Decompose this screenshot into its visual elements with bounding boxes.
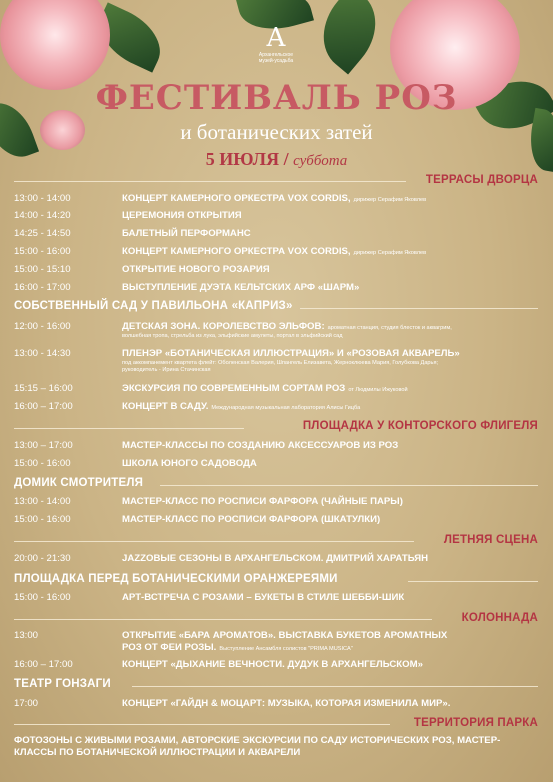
- venue-heading: ТЕРРИТОРИЯ ПАРКА: [413, 717, 538, 729]
- venue-heading: ЛЕТНЯЯ СЦЕНА: [443, 534, 538, 546]
- divider: [408, 581, 538, 582]
- venue-heading: КОЛОННАДА: [461, 612, 538, 624]
- event-time: 14:00 - 14:20: [14, 210, 71, 221]
- divider: [160, 485, 538, 486]
- venue-heading: ТЕАТР ГОНЗАГИ: [14, 678, 111, 690]
- event-title: ПЛЕНЭР «БОТАНИЧЕСКАЯ ИЛЛЮСТРАЦИЯ» И «РОЗОВАЯ АКВАРЕЛЬ»: [122, 348, 460, 359]
- event-title: КОНЦЕРТ КАМЕРНОГО ОРКЕСТРА VOX CORDIS,: [122, 246, 351, 257]
- event-name: [122, 383, 408, 396]
- event-time: 15:00 - 16:00: [14, 246, 71, 257]
- park-activities-text: ФОТОЗОНЫ С ЖИВЫМИ РОЗАМИ, АВТОРСКИЕ ЭКСКУРСИИ ПО САДУ ИСТОРИЧЕСКИХ РОЗ, МАСТЕР-КЛАССЫ ПО БОТАНИЧЕСКОЙ ИЛЛЮСТРАЦИИ И АКВАРЕЛИ: [14, 735, 501, 758]
- divider: [300, 308, 538, 309]
- event-title: ОТКРЫТИЕ НОВОГО РОЗАРИЯ: [122, 264, 270, 275]
- event-time: 13:00 - 14:00: [14, 193, 71, 204]
- divider: [14, 428, 244, 429]
- event-time: 15:00 - 15:10: [14, 264, 71, 275]
- festival-title: ФЕСТИВАЛЬ РОЗ: [95, 78, 458, 118]
- date-weekday: суббота: [293, 153, 348, 169]
- event-title: КОНЦЕРТ КАМЕРНОГО ОРКЕСТРА VOX CORDIS,: [122, 193, 351, 204]
- event-note: Выступление Ансамбля солистов "PRIMA MUSICA": [219, 646, 353, 652]
- event-title: ВЫСТУПЛЕНИЕ ДУЭТА КЕЛЬТСКИХ АРФ «ШАРМ»: [122, 282, 360, 293]
- event-name: [122, 642, 353, 655]
- event-time: 13:00 - 14:30: [14, 348, 71, 359]
- event-time: 16:00 - 17:00: [14, 282, 71, 293]
- event-time: 16:00 – 17:00: [14, 659, 73, 670]
- event-name: [122, 193, 426, 206]
- leaf-decoration: [306, 0, 393, 74]
- event-title: МАСТЕР-КЛАСС ПО РОСПИСИ ФАРФОРА (ШКАТУЛКИ): [122, 514, 381, 525]
- event-title: ОТКРЫТИЕ «БАРА АРОМАТОВ». ВЫСТАВКА БУКЕТОВ АРОМАТНЫХ: [122, 630, 448, 641]
- event-time: 12:00 - 16:00: [14, 321, 71, 332]
- event-title: ШКОЛА ЮНОГО САДОВОДА: [122, 458, 257, 469]
- event-title: JAZZОВЫЕ СЕЗОНЫ В АРХАНГЕЛЬСКОМ. ДМИТРИЙ ХАРАТЬЯН: [122, 553, 429, 564]
- event-time: 15:15 – 16:00: [14, 383, 73, 394]
- venue-heading: СОБСТВЕННЫЙ САД У ПАВИЛЬОНА «КАПРИЗ»: [14, 300, 293, 312]
- venue-heading: ПЛОЩАДКА У КОНТОРСКОГО ФЛИГЕЛЯ: [302, 420, 538, 432]
- event-title: АРТ-ВСТРЕЧА С РОЗАМИ – БУКЕТЫ В СТИЛЕ ШЕББИ-ШИК: [122, 592, 405, 603]
- divider: [14, 619, 432, 620]
- event-time: 20:00 - 21:30: [14, 553, 71, 564]
- event-title: МАСТЕР-КЛАСС ПО РОСПИСИ ФАРФОРА (ЧАЙНЫЕ ПАРЫ): [122, 496, 403, 507]
- event-title: БАЛЕТНЫЙ ПЕРФОРМАНС: [122, 228, 251, 239]
- event-details: руководитель - Ирина Стачинская: [122, 367, 211, 373]
- event-time: 15:00 - 16:00: [14, 458, 71, 469]
- event-title: ДЕТСКАЯ ЗОНА. КОРОЛЕВСТВО ЭЛЬФОВ:: [122, 321, 325, 332]
- event-note: Международная музыкальная лаборатория Алисы Гицба: [211, 405, 361, 411]
- logo-sub: музей-усадьба: [258, 58, 294, 64]
- event-title: КОНЦЕРТ «ДЫХАНИЕ ВЕЧНОСТИ. ДУДУК В АРХАНГЕЛЬСКОМ»: [122, 659, 423, 670]
- event-name: [122, 401, 360, 414]
- event-note: ароматная станция, студия блесток и аквагрим,: [327, 325, 452, 331]
- event-time: 14:25 - 14:50: [14, 228, 71, 239]
- event-time: 17:00: [14, 698, 39, 709]
- event-time: 13:00 - 14:00: [14, 496, 71, 507]
- event-time: 15:00 - 16:00: [14, 592, 71, 603]
- event-date: [0, 148, 553, 172]
- museum-logo: [251, 24, 301, 64]
- divider: [14, 181, 406, 182]
- event-details: под аккомпанемент квартета флейт: Оболенская Валерия, Шпангель Елизавета, Жерноклюева Мария, Голубкова Дарья;: [122, 360, 439, 366]
- logo-mark: А: [266, 23, 286, 53]
- event-note: дирижер Серафим Яковлев: [353, 197, 427, 203]
- date-day: 5 ИЮЛЯ: [205, 149, 280, 169]
- logo-name: Архангельское: [258, 52, 294, 58]
- event-title: ЦЕРЕМОНИЯ ОТКРЫТИЯ: [122, 210, 242, 221]
- rose-icon: [0, 0, 110, 90]
- event-time: 13:00: [14, 630, 39, 641]
- divider: [14, 541, 414, 542]
- event-title: ЭКСКУРСИЯ ПО СОВРЕМЕННЫМ СОРТАМ РОЗ: [122, 383, 346, 394]
- venue-heading: ПЛОЩАДКА ПЕРЕД БОТАНИЧЕСКИМИ ОРАНЖЕРЕЯМИ: [14, 573, 338, 585]
- event-title: КОНЦЕРТ «ГАЙДН & МОЦАРТ: МУЗЫКА, КОТОРАЯ ИЗМЕНИЛА МИР».: [122, 698, 451, 709]
- event-time: 15:00 - 16:00: [14, 514, 71, 525]
- venue-heading: ДОМИК СМОТРИТЕЛЯ: [14, 477, 144, 489]
- event-title: РОЗ ОТ ФЕИ РОЗЫ.: [122, 642, 217, 653]
- venue-heading: ТЕРРАСЫ ДВОРЦА: [425, 174, 538, 186]
- event-name: [122, 246, 426, 259]
- event-time: 13:00 – 17:00: [14, 440, 73, 451]
- event-details: волшебная тропа, стрельба из лука, эльфийские амулеты, портал в эльфийский сад: [122, 333, 343, 339]
- event-title: МАСТЕР-КЛАССЫ ПО СОЗДАНИЮ АКСЕССУАРОВ ИЗ РОЗ: [122, 440, 399, 451]
- festival-subtitle: и ботанических затей: [180, 120, 373, 144]
- event-note: от Людмилы Ижуковой: [348, 387, 408, 393]
- divider: [14, 724, 390, 725]
- divider: [132, 686, 538, 687]
- event-title: КОНЦЕРТ В САДУ.: [122, 401, 209, 412]
- event-note: дирижер Серафим Яковлев: [353, 250, 427, 256]
- date-separator: /: [279, 149, 294, 169]
- event-time: 16:00 – 17:00: [14, 401, 73, 412]
